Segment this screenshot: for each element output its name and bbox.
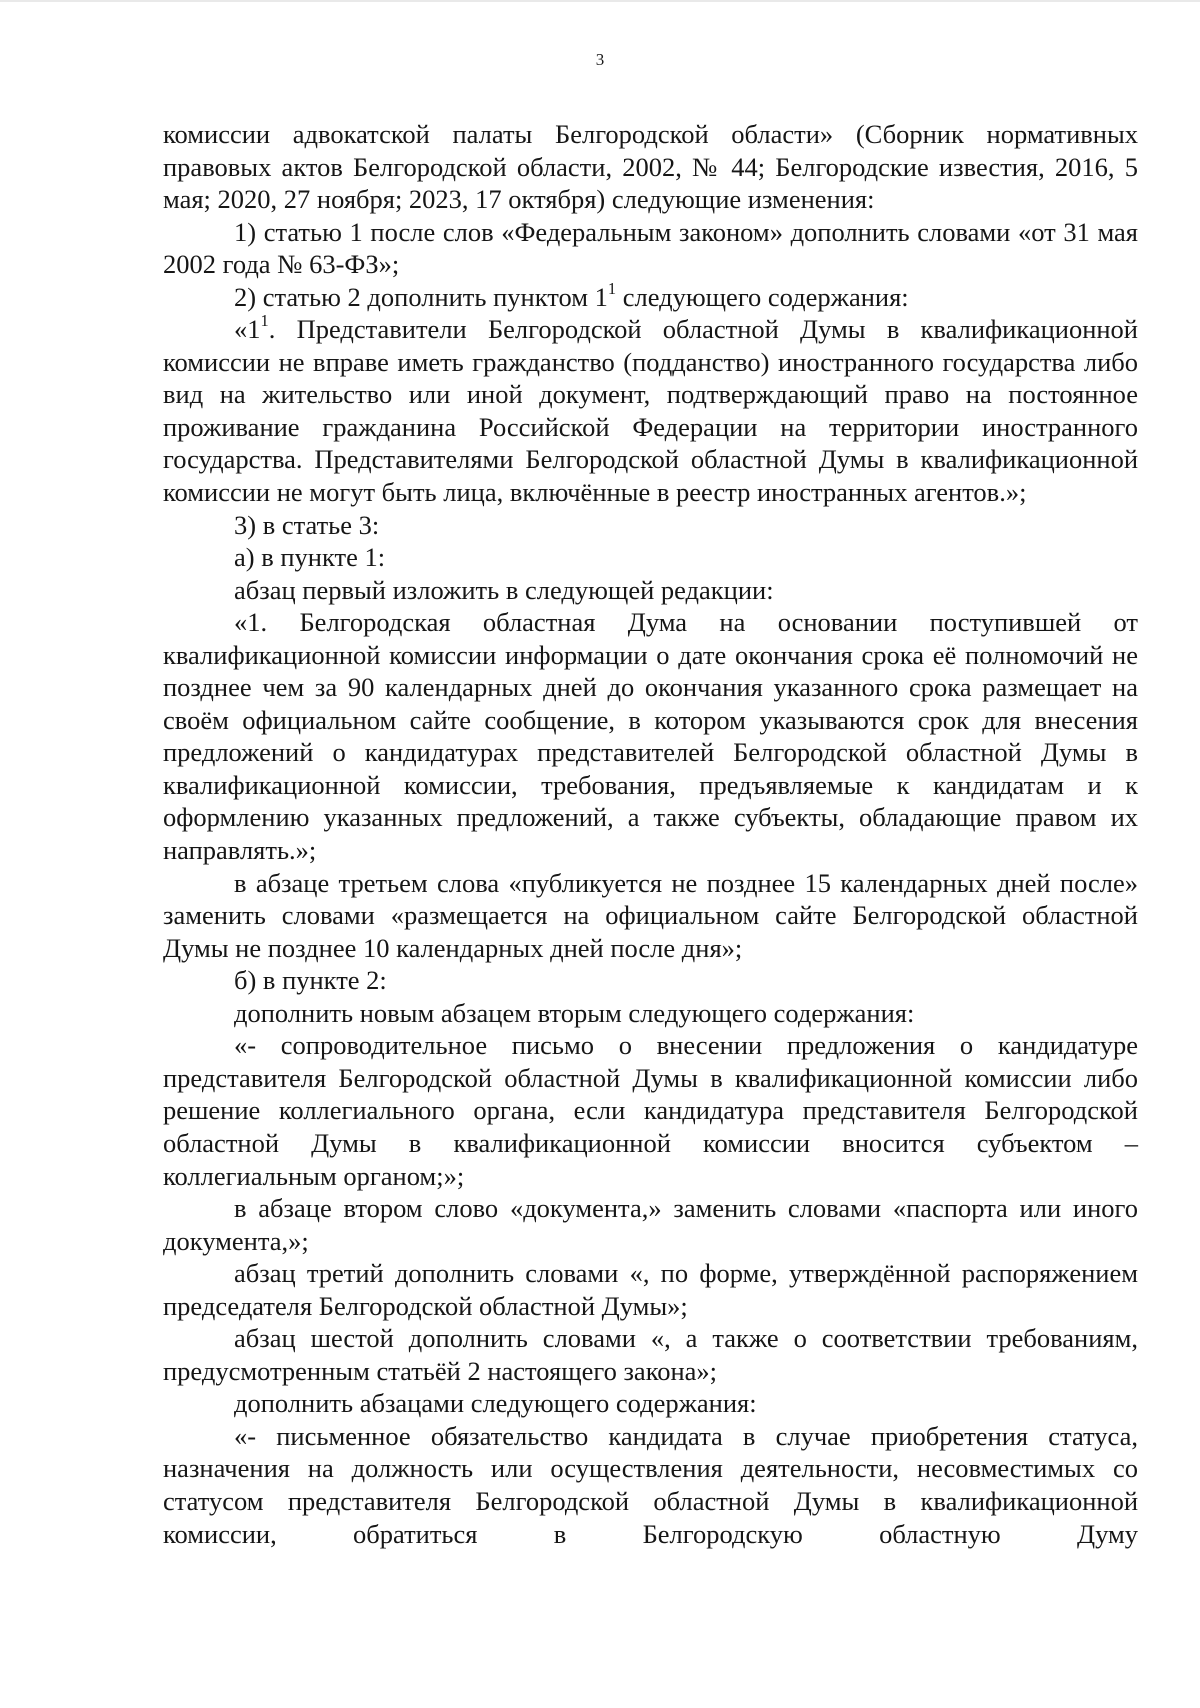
paragraph: «1. Белгородская областная Дума на основании поступившей от квалификационной комиссии информации о дате окончания срока её полномочий не позднее чем за 90 календарных дней до окончания указанного срока размещает на своём официальном сайте сообщение, в котором указываются срок для внесения предложений о кандидатурах представителей Белгородской областной Думы в квалификационной комиссии, требования, предъявляемые к кандидатам и к оформлению указанных предложений, а также субъекты, обладающие правом их направлять.»; — [163, 607, 1138, 866]
paragraph — [163, 313, 1138, 508]
paragraph-text: «1 — [234, 314, 261, 345]
paragraph: «- письменное обязательство кандидата в случае приобретения статуса, назначения на должность или осуществления деятельности, несовместимых со статусом представителя Белгородской областной Думы в квалификационной комиссии, обратиться в Белгородскую областную Думу — [163, 1420, 1138, 1549]
paragraph: абзац шестой дополнить словами «, а также о соответствии требованиям, предусмотренным статьёй 2 настоящего закона»; — [163, 1323, 1138, 1386]
paragraph: комиссии адвокатской палаты Белгородской области» (Сборник нормативных правовых актов Белгородской области, 2002, № 44; Белгородские известия, 2016, 5 мая; 2020, 27 ноября; 2023, 17 октября) следующие изменения: — [163, 119, 1138, 215]
scan-edge — [0, 0, 1200, 2]
paragraph: 1) статью 1 после слов «Федеральным законом» дополнить словами «от 31 мая 2002 года № 63-ФЗ»; — [163, 216, 1138, 280]
paragraph: «- сопроводительное письмо о внесении предложения о кандидатуре представителя Белгородской областной Думы в квалификационной комиссии либо решение коллегиального органа, если кандидатура представителя Белгородской областной Думы в квалификационной комиссии вносится субъектом – коллегиальным органом;»; — [163, 1030, 1138, 1191]
paragraph-text: следующего содержания: — [616, 281, 909, 312]
paragraph: абзац третий дополнить словами «, по форме, утверждённой распоряжением председателя Белгородской областной Думы»; — [163, 1258, 1138, 1321]
paragraph: дополнить абзацами следующего содержания: — [234, 1388, 757, 1419]
page-number: 3 — [595, 50, 605, 69]
paragraph — [163, 278, 1138, 314]
superscript: 1 — [260, 311, 269, 331]
paragraph: а) в пункте 1: — [234, 542, 386, 573]
paragraph: б) в пункте 2: — [234, 965, 387, 996]
superscript: 1 — [607, 278, 617, 298]
paragraph: дополнить новым абзацем вторым следующего содержания: — [234, 997, 915, 1028]
document-body — [163, 118, 1138, 1550]
paragraph-text: 2) статью 2 дополнить пунктом 1 — [234, 281, 608, 312]
paragraph-text: . Представители Белгородской областной Думы в квалификационной комиссии не вправе иметь гражданство (подданство) иностранного государства либо вид на жительство или иной документ, подтверждающий право на постоянное проживание гражданина Российской Федерации на территории иностранного государства. Представителями Белгородской областной Думы в квалификационной комиссии не могут быть лица, включённые в реестр иностранных агентов.»; — [163, 314, 1138, 508]
paragraph: 3) в статье 3: — [234, 509, 380, 540]
paragraph: в абзаце втором слово «документа,» заменить словами «паспорта или иного документа,»; — [163, 1193, 1138, 1256]
paragraph: в абзаце третьем слова «публикуется не позднее 15 календарных дней после» заменить словами «размещается на официальном сайте Белгородской областной Думы не позднее 10 календарных дней после дня»; — [163, 867, 1138, 963]
paragraph: абзац первый изложить в следующей редакции: — [234, 574, 774, 605]
